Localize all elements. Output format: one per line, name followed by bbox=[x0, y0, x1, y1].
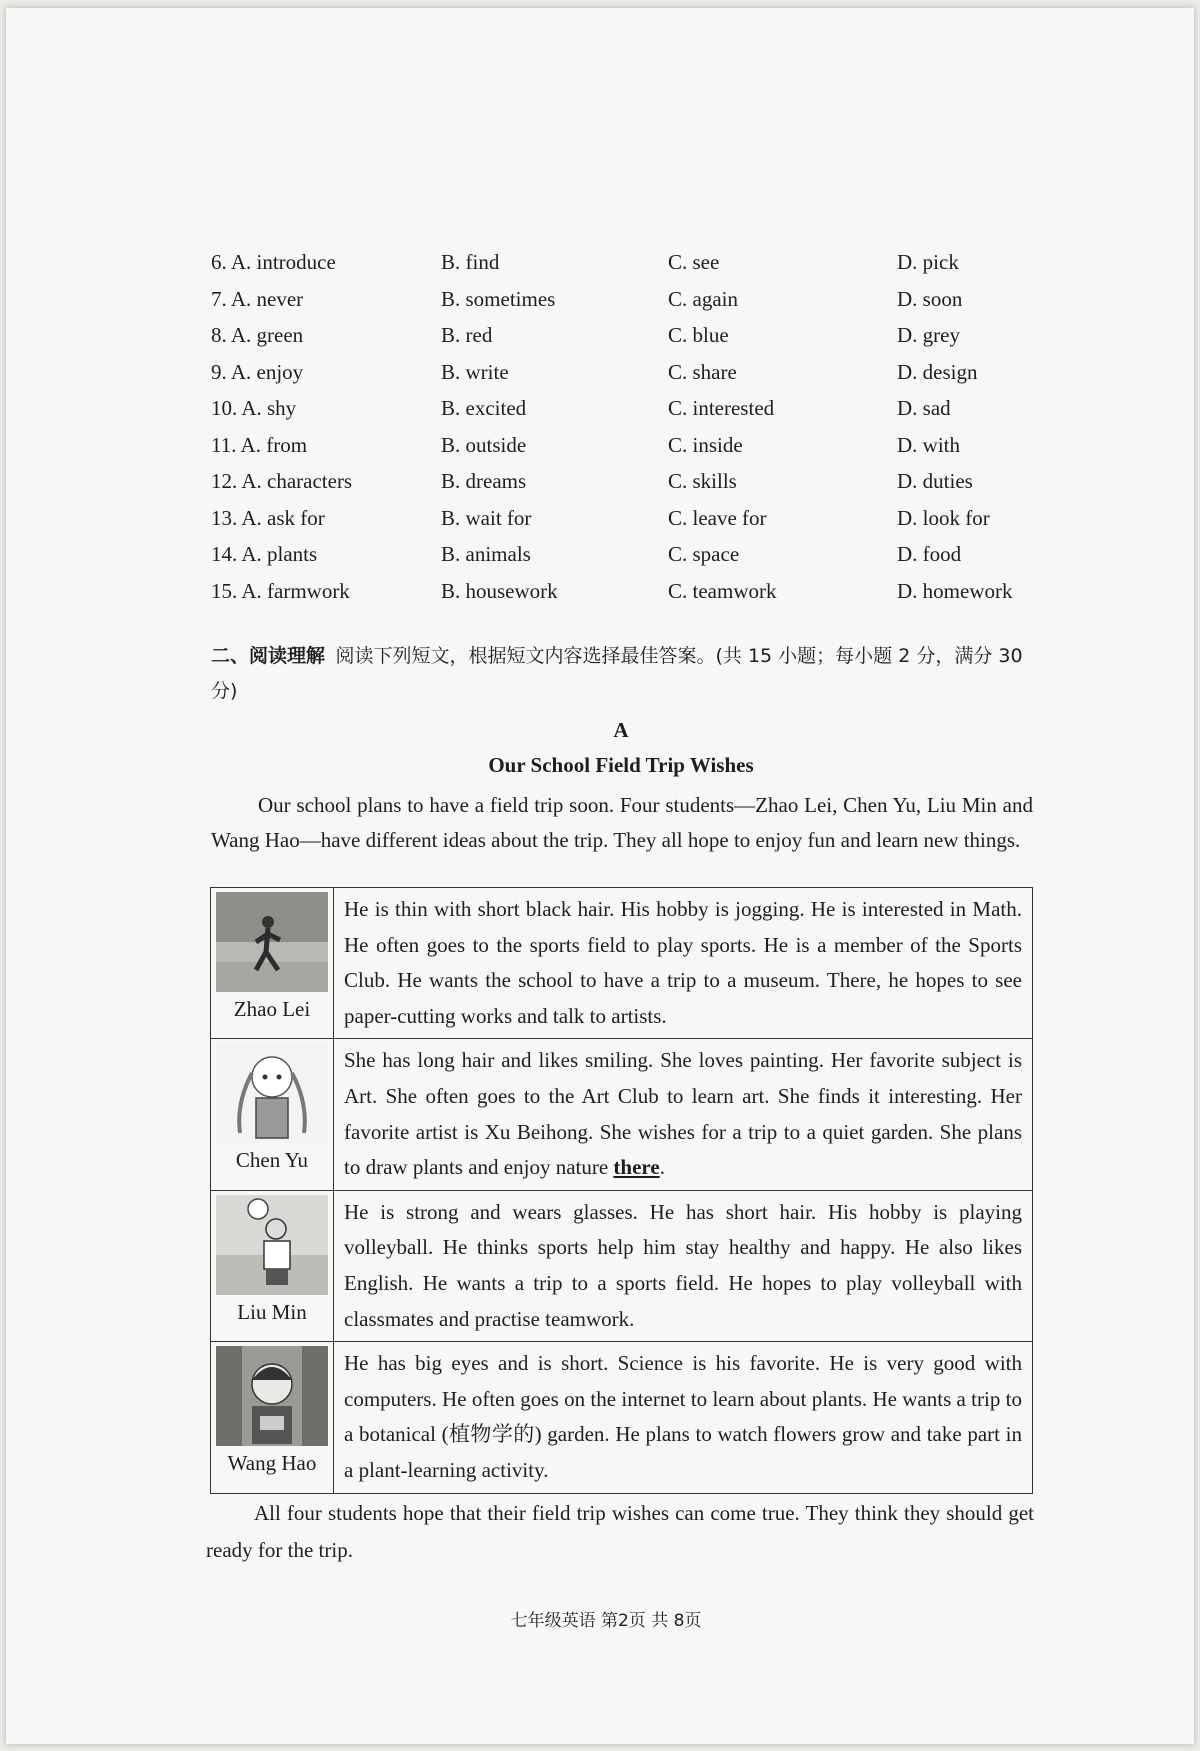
page-footer: 七年级英语 第2页 共 8页 bbox=[510, 1611, 702, 1631]
girl-illustration bbox=[216, 1043, 328, 1143]
option-row bbox=[211, 323, 1031, 360]
option-a: 14. A. plants bbox=[211, 542, 318, 566]
description-text: She has long hair and likes smiling. She loves painting. Her favorite subject is Art. She often goes to the Art Club to learn art. She finds it interesting. Her favorite artist is Xu Beihong. She wishes for a trip to a quiet garden. She plans to draw plants and enjoy nature bbox=[344, 1048, 1022, 1180]
option-c: C. leave for bbox=[668, 505, 767, 530]
section-heading bbox=[211, 638, 1031, 708]
option-d: D. homework bbox=[897, 578, 1013, 603]
option-a: 10. A. shy bbox=[211, 396, 297, 420]
runner-photo bbox=[216, 892, 328, 992]
option-a: 8. A. green bbox=[211, 323, 304, 347]
option-row bbox=[211, 469, 1031, 506]
option-c: C. teamwork bbox=[668, 578, 777, 603]
option-a: 13. A. ask for bbox=[211, 505, 325, 530]
student-photo-cell bbox=[211, 1039, 334, 1190]
option-b: B. outside bbox=[441, 432, 527, 457]
option-b: B. dreams bbox=[441, 469, 527, 493]
option-a: 7. A. never bbox=[211, 286, 304, 311]
option-c: C. again bbox=[668, 286, 738, 311]
section-title: 二、阅读理解 bbox=[211, 645, 326, 667]
option-b: B. excited bbox=[441, 396, 527, 420]
option-row bbox=[211, 396, 1031, 433]
option-d: D. with bbox=[897, 432, 960, 457]
option-row bbox=[211, 250, 1031, 287]
table-row bbox=[211, 1039, 1033, 1190]
option-c: C. share bbox=[668, 359, 737, 384]
underlined-word: there bbox=[613, 1155, 660, 1180]
option-d: D. grey bbox=[897, 323, 960, 347]
option-b: B. find bbox=[441, 250, 500, 274]
option-c: C. inside bbox=[668, 432, 743, 457]
passage-title: Our School Field Trip Wishes bbox=[488, 753, 754, 777]
section-instruction: 阅读下列短文，根据短文内容选择最佳答案。(共 15 小题；每小题 2 分，满分 30 分) bbox=[211, 645, 1023, 702]
student-name: Liu Min bbox=[237, 1299, 307, 1324]
student-description: He has big eyes and is short. Science is his favorite. He is very good with computers. He often goes on the internet to learn about plants. He wants a trip to a botanical (植物学的) garden. He plans to watch flowers grow and take part in a plant-learning activity. bbox=[334, 1342, 1033, 1493]
table-row bbox=[211, 888, 1033, 1039]
student-name: Chen Yu bbox=[235, 1148, 309, 1173]
option-row bbox=[211, 579, 1031, 616]
reader-illustration bbox=[216, 1346, 328, 1446]
student-description bbox=[334, 1039, 1033, 1190]
volleyball-illustration bbox=[216, 1195, 328, 1295]
option-row bbox=[211, 433, 1031, 470]
option-a: 11. A. from bbox=[211, 432, 308, 457]
option-a: 15. A. farmwork bbox=[211, 578, 350, 603]
option-c: C. see bbox=[668, 250, 720, 274]
option-c: C. blue bbox=[668, 323, 729, 347]
students-table bbox=[210, 887, 1033, 1494]
option-d: D. sad bbox=[897, 396, 951, 420]
student-photo-cell bbox=[211, 888, 334, 1039]
option-c: C. space bbox=[668, 542, 740, 566]
option-b: B. write bbox=[441, 359, 509, 384]
option-d: D. design bbox=[897, 359, 978, 384]
option-b: B. sometimes bbox=[441, 286, 556, 311]
passage-letter: A bbox=[613, 718, 629, 742]
student-description: He is strong and wears glasses. He has short hair. His hobby is playing volleyball. He thinks sports help him stay healthy and happy. He also likes English. He wants a trip to a sports field. He hopes to play volleyball with classmates and practise teamwork. bbox=[334, 1190, 1033, 1341]
option-a: 12. A. characters bbox=[211, 469, 353, 493]
option-b: B. red bbox=[441, 323, 493, 347]
student-description: He is thin with short black hair. His hobby is jogging. He is interested in Math. He often goes to the sports field to play sports. He is a member of the Sports Club. He wants the school to have a trip to a museum. There, he hopes to see paper-cutting works and talk to artists. bbox=[334, 888, 1033, 1039]
option-d: D. look for bbox=[897, 505, 990, 530]
student-photo-cell bbox=[211, 1342, 334, 1493]
option-row bbox=[211, 506, 1031, 543]
option-c: C. skills bbox=[668, 469, 737, 493]
options-list bbox=[211, 250, 1031, 615]
passage-closing: All four students hope that their field trip wishes can come true. They think they should get ready for the trip. bbox=[206, 1501, 1034, 1562]
option-row bbox=[211, 287, 1031, 324]
student-name: Wang Hao bbox=[227, 1451, 317, 1476]
option-row bbox=[211, 360, 1031, 397]
option-a: 9. A. enjoy bbox=[211, 359, 304, 384]
table-row bbox=[211, 1190, 1033, 1341]
option-d: D. duties bbox=[897, 469, 973, 493]
option-b: B. housework bbox=[441, 578, 558, 603]
option-a: 6. A. introduce bbox=[211, 250, 336, 274]
passage-intro: Our school plans to have a field trip soon. Four students—Zhao Lei, Chen Yu, Liu Min and Wang Hao—have different ideas about the trip. They all hope to enjoy fun and learn new things. bbox=[211, 793, 1033, 852]
description-end: . bbox=[659, 1155, 665, 1180]
option-d: D. pick bbox=[897, 250, 959, 274]
option-d: D. soon bbox=[897, 286, 963, 311]
student-name: Zhao Lei bbox=[233, 997, 311, 1021]
option-c: C. interested bbox=[668, 396, 775, 420]
option-row bbox=[211, 542, 1031, 579]
option-d: D. food bbox=[897, 542, 962, 566]
student-photo-cell bbox=[211, 1190, 334, 1341]
option-b: B. animals bbox=[441, 542, 531, 566]
option-b: B. wait for bbox=[441, 505, 532, 530]
exam-page bbox=[6, 8, 1194, 1744]
table-row bbox=[211, 1342, 1033, 1493]
